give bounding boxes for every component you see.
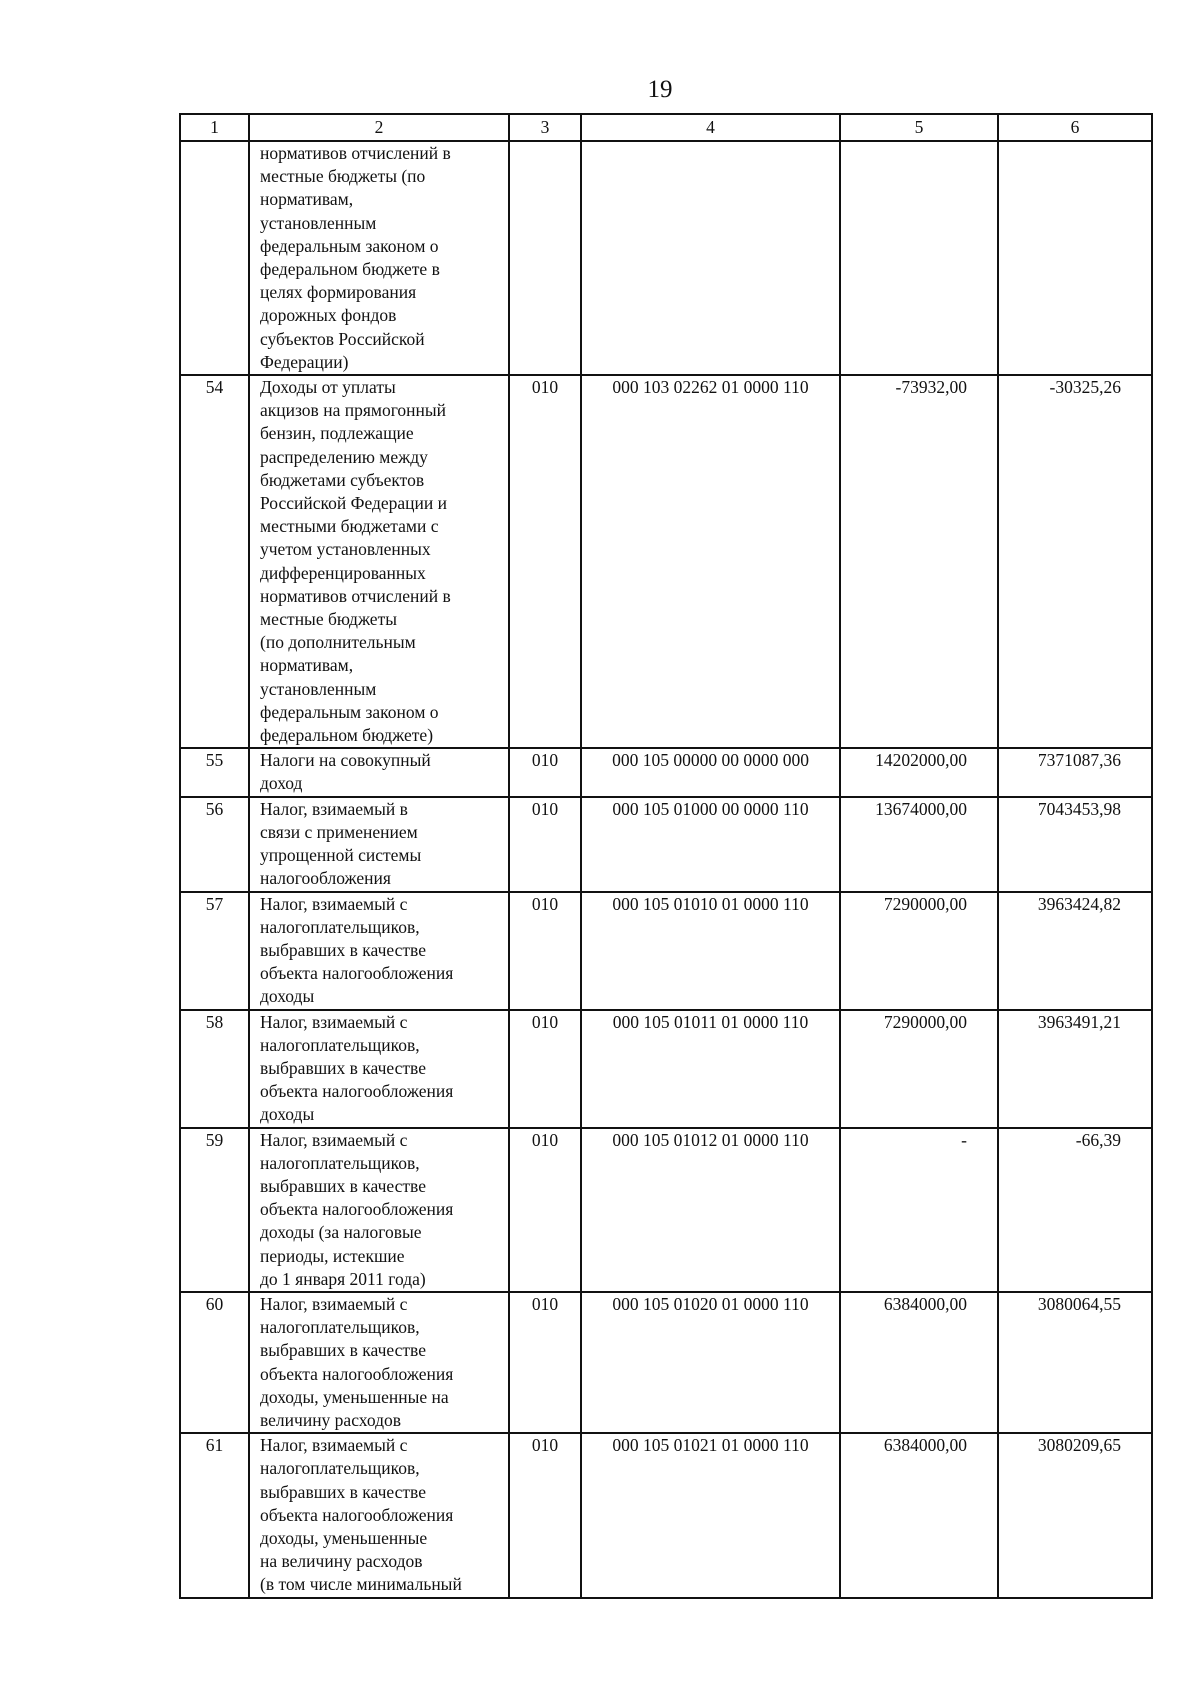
table-row	[180, 1128, 1152, 1292]
row-description: Налог, взимаемый с налогоплательщиков, выбравших в качестве объекта налогообложения доходы	[249, 892, 509, 1010]
row-code-col3: 010	[509, 1010, 581, 1128]
row-value-col5: 7290000,00	[840, 892, 998, 1010]
row-description: нормативов отчислений в местные бюджеты (по нормативам, установленным федеральным законом о федеральном бюджете в целях формирования дорожных фондов субъектов Российской Федерации)	[249, 141, 509, 375]
table-row	[180, 1292, 1152, 1433]
row-value-col5: 14202000,00	[840, 748, 998, 796]
row-number: 58	[180, 1010, 249, 1128]
header-cell-2: 2	[249, 114, 509, 141]
row-code-col4: 000 105 01010 01 0000 110	[581, 892, 840, 1010]
row-value-col5: 6384000,00	[840, 1292, 998, 1433]
row-value-col6: 3963491,21	[998, 1010, 1152, 1128]
row-code-col3: 010	[509, 375, 581, 748]
row-description: Налог, взимаемый в связи с применением упрощенной системы налогообложения	[249, 797, 509, 892]
row-number: 54	[180, 375, 249, 748]
row-code-col4: 000 105 01021 01 0000 110	[581, 1433, 840, 1597]
row-description: Налог, взимаемый с налогоплательщиков, выбравших в качестве объекта налогообложения доходы	[249, 1010, 509, 1128]
table-row	[180, 748, 1152, 796]
row-value-col6: -66,39	[998, 1128, 1152, 1292]
row-number: 61	[180, 1433, 249, 1597]
row-number: 60	[180, 1292, 249, 1433]
header-cell-1: 1	[180, 114, 249, 141]
row-code-col4: 000 105 01012 01 0000 110	[581, 1128, 840, 1292]
row-value-col6: 3080209,65	[998, 1433, 1152, 1597]
row-value-col5: 6384000,00	[840, 1433, 998, 1597]
row-value-col5	[840, 141, 998, 375]
row-number	[180, 141, 249, 375]
row-number: 56	[180, 797, 249, 892]
row-code-col4: 000 105 00000 00 0000 000	[581, 748, 840, 796]
page-number: 19	[647, 76, 673, 103]
row-code-col3: 010	[509, 1292, 581, 1433]
row-number: 59	[180, 1128, 249, 1292]
row-code-col4: 000 105 01020 01 0000 110	[581, 1292, 840, 1433]
row-value-col5: -	[840, 1128, 998, 1292]
row-code-col3: 010	[509, 748, 581, 796]
budget-table	[179, 113, 1153, 1599]
row-description: Доходы от уплаты акцизов на прямогонный бензин, подлежащие распределению между бюджетами субъектов Российской Федерации и местными бюджетами с учетом установленных дифференцированных нормативов отчислений в местные бюджеты (по дополнительным нормативам, установленным федеральным законом о федеральном бюджете)	[249, 375, 509, 748]
row-value-col6: 7371087,36	[998, 748, 1152, 796]
row-code-col4: 000 103 02262 01 0000 110	[581, 375, 840, 748]
table-row	[180, 1433, 1152, 1597]
row-number: 55	[180, 748, 249, 796]
table-row	[180, 375, 1152, 748]
row-code-col3: 010	[509, 1128, 581, 1292]
row-description: Налоги на совокупный доход	[249, 748, 509, 796]
row-code-col3: 010	[509, 892, 581, 1010]
row-value-col5: -73932,00	[840, 375, 998, 748]
row-description: Налог, взимаемый с налогоплательщиков, выбравших в качестве объекта налогообложения доходы, уменьшенные на величину расходов (в том числе минимальный	[249, 1433, 509, 1597]
header-cell-3: 3	[509, 114, 581, 141]
header-cell-6: 6	[998, 114, 1152, 141]
table-header-row	[180, 114, 1152, 141]
row-value-col6: 3080064,55	[998, 1292, 1152, 1433]
table-row	[180, 141, 1152, 375]
row-value-col6	[998, 141, 1152, 375]
row-value-col5: 7290000,00	[840, 1010, 998, 1128]
row-value-col6: 3963424,82	[998, 892, 1152, 1010]
row-code-col3: 010	[509, 1433, 581, 1597]
row-value-col5: 13674000,00	[840, 797, 998, 892]
header-cell-5: 5	[840, 114, 998, 141]
row-value-col6: 7043453,98	[998, 797, 1152, 892]
row-code-col3: 010	[509, 797, 581, 892]
row-code-col4: 000 105 01011 01 0000 110	[581, 1010, 840, 1128]
row-description: Налог, взимаемый с налогоплательщиков, выбравших в качестве объекта налогообложения доходы, уменьшенные на величину расходов	[249, 1292, 509, 1433]
row-description: Налог, взимаемый с налогоплательщиков, выбравших в качестве объекта налогообложения доходы (за налоговые периоды, истекшие до 1 января 2011 года)	[249, 1128, 509, 1292]
row-value-col6: -30325,26	[998, 375, 1152, 748]
row-code-col4	[581, 141, 840, 375]
table-row	[180, 1010, 1152, 1128]
table-row	[180, 797, 1152, 892]
row-number: 57	[180, 892, 249, 1010]
table-row	[180, 892, 1152, 1010]
row-code-col3	[509, 141, 581, 375]
row-code-col4: 000 105 01000 00 0000 110	[581, 797, 840, 892]
header-cell-4: 4	[581, 114, 840, 141]
